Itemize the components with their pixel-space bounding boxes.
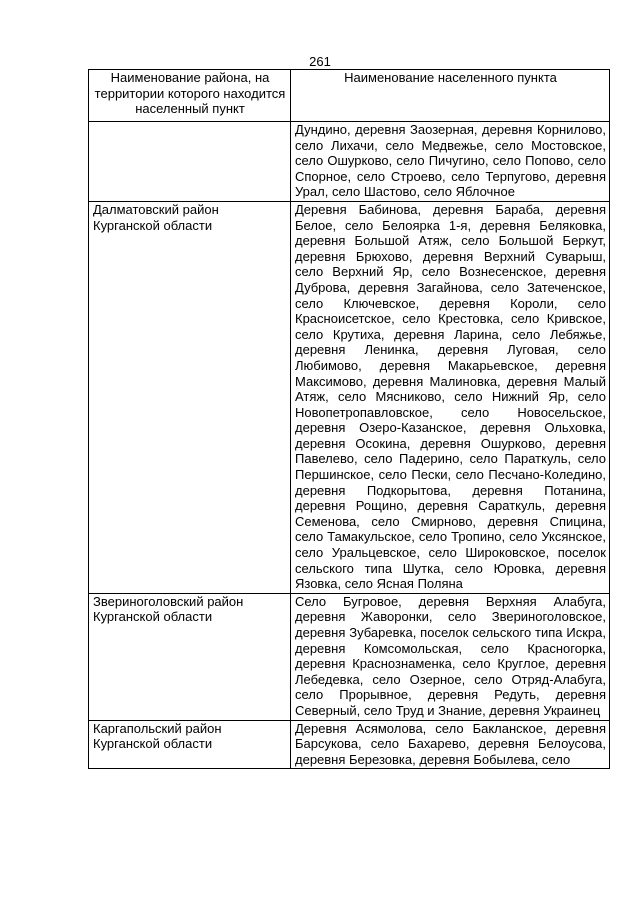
table-row xyxy=(89,593,610,720)
district-cell: Каргапольский район Курганской области xyxy=(89,720,291,769)
settlements-cell: Деревня Асямолова, село Бакланское, деревня Барсукова, село Бахарево, деревня Белоусова, деревня Березовка, деревня Бобылева, село xyxy=(291,720,610,769)
district-cell: Звериноголовский район Курганской области xyxy=(89,593,291,720)
settlements-cell: Деревня Бабинова, деревня Бараба, деревня Белое, село Белоярка 1-я, деревня Беляковка, деревня Большой Атяж, село Большой Беркут, деревня Брюхово, деревня Верхний Суварыш, село Верхний Яр, село Вознесенское, деревня Дуброва, деревня Загайнова, село Затеченское, село Ключевское, деревня Короли, село Красноисетское, село Крестовка, село Кривское, село Крутиха, деревня Ларина, село Лебяжье, деревня Ленинка, деревня Луговая, село Любимово, деревня Макарьевское, деревня Максимово, деревня Малиновка, деревня Малый Атяж, село Мясниково, село Нижний Яр, село Новопетропавловское, село Новосельское, деревня Озеро-Казанское, деревня Ольховка, деревня Осокина, деревня Ошурково, деревня Павелево, село Падерино, село Параткуль, село Першинское, село Пески, село Песчано-Коледино, деревня Подкорытова, деревня Потанина, деревня Рощино, деревня Сараткуль, деревня Семенова, село Смирново, деревня Спицина, село Тамакульское, село Тропино, село Уксянское, село Уральцевское, село Широковское, поселок сельского типа Шутка, село Юровка, деревня Язовка, село Ясная Поляна xyxy=(291,201,610,593)
district-cell xyxy=(89,122,291,202)
column-header-settlement: Наименование населенного пункта xyxy=(291,70,610,122)
column-header-district: Наименование района, на территории которого находится населенный пункт xyxy=(89,70,291,122)
district-cell: Далматовский район Курганской области xyxy=(89,201,291,593)
page-number: 261 xyxy=(309,54,331,69)
table-row xyxy=(89,201,610,593)
table-row xyxy=(89,720,610,769)
settlements-cell: Дундино, деревня Заозерная, деревня Корнилово, село Лихачи, село Медвежье, село Мостовское, село Ошурково, село Пичугино, село Попово, село Спорное, село Строево, село Терпугово, деревня Урал, село Шастово, село Яблочное xyxy=(291,122,610,202)
settlements-cell: Село Бугровое, деревня Верхняя Алабуга, деревня Жаворонки, село Звериноголовское, деревня Зубаревка, поселок сельского типа Искра, деревня Комсомольская, село Красногорка, деревня Краснознаменка, село Круглое, деревня Лебедевка, село Озерное, село Отряд-Алабуга, село Прорывное, деревня Редуть, деревня Северный, село Труд и Знание, деревня Украинец xyxy=(291,593,610,720)
settlements-table xyxy=(88,69,610,769)
table-header-row xyxy=(89,70,610,122)
table-row xyxy=(89,122,610,202)
